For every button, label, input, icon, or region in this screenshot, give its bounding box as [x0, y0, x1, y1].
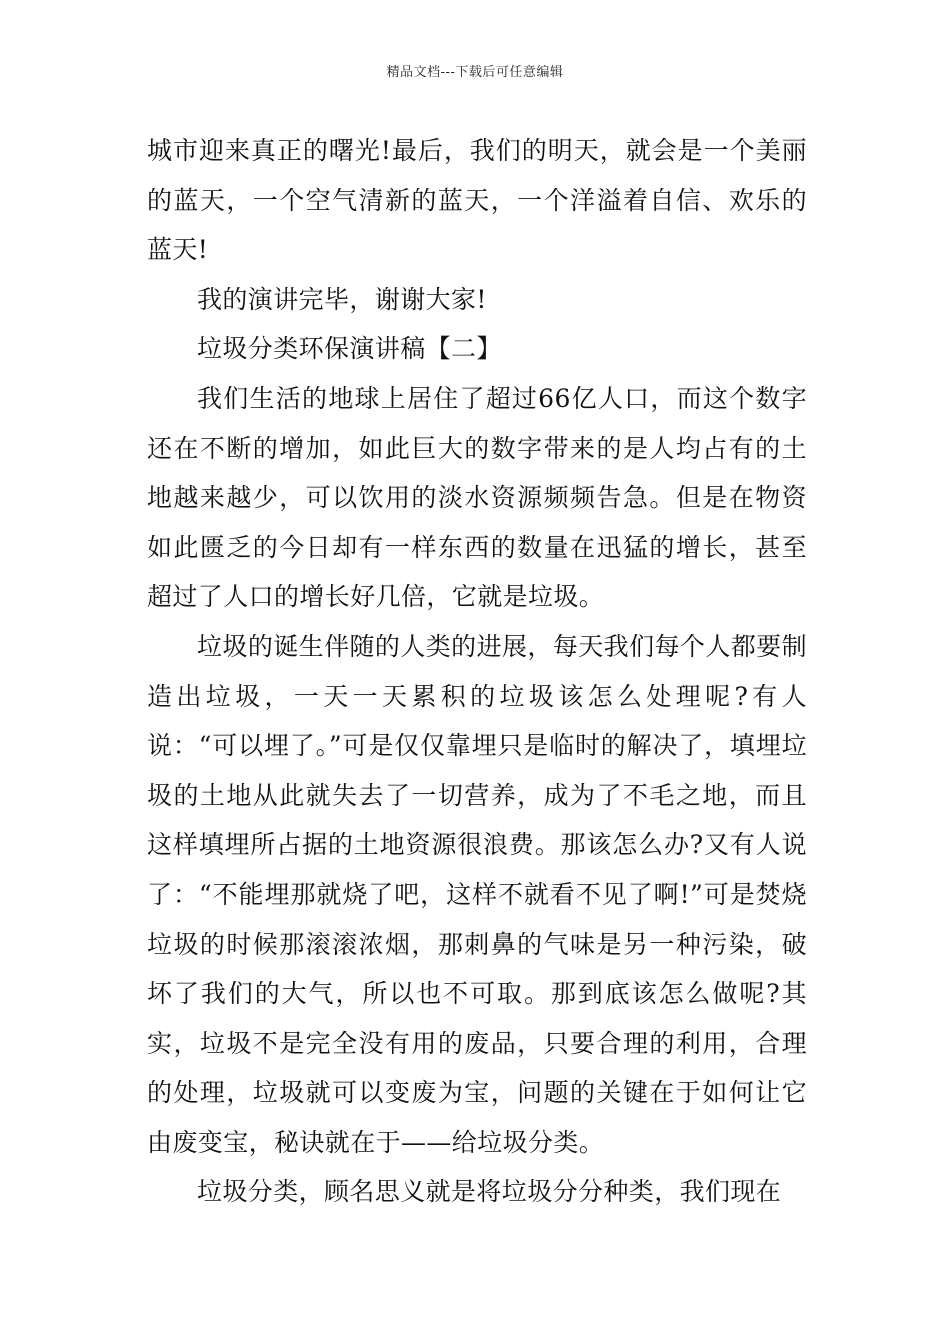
- page-header: 精品文档---下载后可任意编辑: [386, 65, 564, 80]
- section-title: 垃圾分类环保演讲稿【二】: [197, 334, 502, 364]
- paragraph-garbage-processing: 垃圾的诞生伴随的人类的进展，每天我们每个人都要制造出垃圾，一天一天累积的垃圾该怎么处理呢?有人说：“可以埋了。”可是仅仅靠埋只是临时的解决了，填埋垃圾的土地从此就失去了一切营养，成为了不毛之地，而且这样填埋所占据的土地资源很浪费。那该怎么办?又有人说了：“不能埋那就烧了吧，这样不就看不见了啊!”可是焚烧垃圾的时候那滚滚浓烟，那刺鼻的气味是另一种污染，破坏了我们的大气，所以也不可取。那到底该怎么做呢?其实，垃圾不是完全没有用的废品，只要合理的利用，合理的处理，垃圾就可以变废为宝，问题的关键在于如何让它由废变宝，秘诀就在于——给垃圾分类。: [147, 631, 807, 1157]
- paragraph-population: 我们生活的地球上居住了超过66亿人口，而这个数字还在不断的增加，如此巨大的数字带来的是人均占有的土地越来越少，可以饮用的淡水资源频频告急。但是在物资如此匮乏的今日却有一样东西的数量在迅猛的增长，甚至超过了人口的增长好几倍，它就是垃圾。: [147, 383, 807, 612]
- paragraph-closing: 我的演讲完毕，谢谢大家!: [197, 284, 487, 314]
- document-body: [147, 126, 807, 1217]
- paragraph-continuation: 城市迎来真正的曙光!最后，我们的明天，就会是一个美丽的蓝天，一个空气清新的蓝天，一个洋溢着自信、欢乐的蓝天!: [147, 136, 807, 265]
- paragraph-classification: 垃圾分类，顾名思义就是将垃圾分分种类，我们现在: [197, 1177, 782, 1207]
